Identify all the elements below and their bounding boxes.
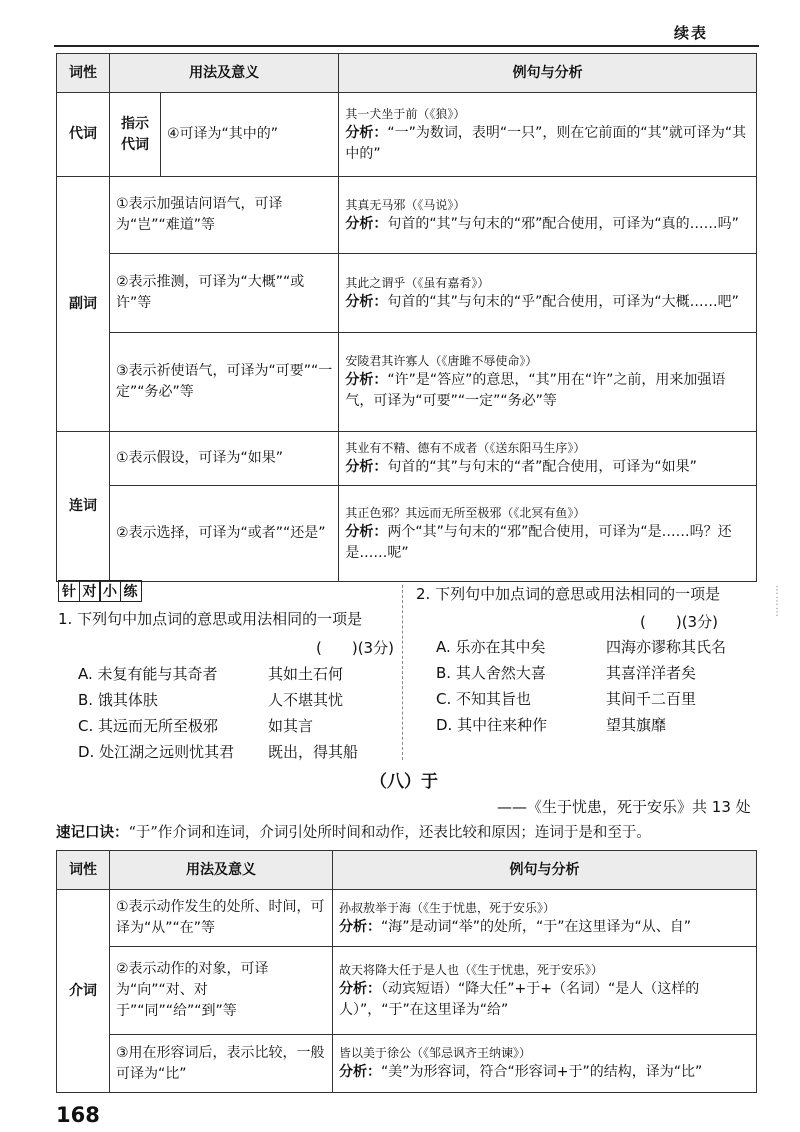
- question-1-option-d: D. 处江湖之远则忧其君 既出，得其船: [78, 743, 359, 761]
- header-usage: 用法及意义: [110, 54, 339, 93]
- example-sentence: 故天将降大任于是人也（《生于忧患，死于安乐》）: [339, 962, 604, 977]
- column-divider: [402, 585, 403, 760]
- analysis: 分析：“海”是动词“举”的处所，“于”在这里译为“从、自”: [339, 918, 692, 935]
- usage-table-yu: [56, 850, 757, 1093]
- example-sentence: 安陵君其许寡人（《唐雎不辱使命》）: [345, 354, 538, 368]
- usage-cell: ④可译为“其中的”: [161, 93, 339, 177]
- example-sentence: 孙叔敖举于海（《生于忧患，死于安乐》）: [339, 900, 556, 915]
- example-cell: [339, 333, 757, 432]
- table-header-row: [57, 54, 757, 93]
- question-1-option-a: A. 未复有能与其奇者 其如土石何: [78, 665, 344, 683]
- pos-pronoun: 代词: [57, 93, 110, 177]
- table-row: [57, 890, 757, 947]
- pos-adverb: 副词: [57, 177, 110, 432]
- usage-cell: ②表示推测，可译为“大概”“或许”等: [110, 254, 339, 333]
- usage-cell: ③用在形容词后，表示比较，一般可译为“比”: [110, 1035, 333, 1093]
- table-row: [57, 93, 757, 177]
- usage-cell: ②表示动作的对象，可译为“向”“对、对于”“同”“给”“到”等: [110, 947, 333, 1035]
- question-2-option-a: A. 乐亦在其中矣 四海亦谬称其氏名: [436, 638, 727, 656]
- question-1-option-b: B. 饿其体肤 人不堪其忧: [78, 691, 344, 709]
- table-header-row: [57, 851, 757, 890]
- example-cell: [339, 432, 757, 486]
- pos-conjunction: 连词: [57, 432, 110, 582]
- analysis: 分析：（动宾短语）“降大任”+于+（名词）“是人（这样的人）”，“于”在这里译为“给”: [339, 980, 700, 1018]
- usage-cell: ①表示加强诘问语气，可译为“岂”“难道”等: [110, 177, 339, 254]
- example-cell: [339, 177, 757, 254]
- analysis: 分析：两个“其”与句末的“邪”配合使用，可译为“是……吗？还是……呢”: [345, 523, 732, 561]
- example-sentence: 其此之谓乎（《虽有嘉肴》）: [345, 275, 490, 290]
- table-row: [57, 177, 757, 254]
- question-1-score: ( )(3分): [316, 639, 394, 657]
- example-cell: [333, 947, 757, 1035]
- table-row: [57, 947, 757, 1035]
- table-row: [57, 432, 757, 486]
- header-example: 例句与分析: [333, 851, 757, 890]
- analysis: 分析：“美”为形容词，符合“形容词+于”的结构，译为“比”: [339, 1064, 703, 1080]
- table-row: [57, 333, 757, 432]
- question-2-option-b: B. 其人舍然大喜 其喜洋洋者矣: [436, 664, 697, 682]
- example-sentence: 其业有不精、德有不成者（《送东阳马生序》）: [345, 441, 586, 455]
- question-1-title: 1. 下列句中加点词的意思或用法相同的一项是: [58, 610, 363, 628]
- header-pos: 词性: [57, 54, 110, 93]
- top-rule: [54, 45, 759, 47]
- analysis: 分析：句首的“其”与句末的“乎”配合使用，可译为“大概……吧”: [345, 293, 739, 310]
- question-2-option-d: D. 其中往来种作 望其旗靡: [436, 716, 667, 734]
- usage-cell: ②表示选择，可译为“或者”“还是”: [110, 486, 339, 582]
- section-source: ——《生于忧患，死于安乐》共 13 处: [497, 798, 751, 816]
- header-usage: 用法及意义: [110, 851, 333, 890]
- sub-demonstrative: 指示代词: [110, 93, 161, 177]
- table-row: [57, 486, 757, 582]
- example-cell: [333, 890, 757, 947]
- analysis: 分析：“一”为数词，表明“一只”，则在它前面的“其”就可译为“其中的”: [345, 124, 747, 162]
- usage-cell: ①表示动作发生的处所、时间，可译为“从”“在”等: [110, 890, 333, 947]
- question-1-option-c: C. 其远而无所至极邪 如其言: [78, 717, 314, 735]
- example-cell: [339, 93, 757, 177]
- continued-label: 续表: [674, 24, 709, 42]
- section-title: （八）于: [370, 772, 438, 792]
- example-cell: [339, 254, 757, 333]
- analysis: 分析：句首的“其”与句末的“邪”配合使用，可译为“真的……吗”: [345, 215, 739, 232]
- pos-preposition: 介词: [57, 890, 110, 1093]
- usage-table-qi: [56, 53, 757, 582]
- table-row: [57, 1035, 757, 1093]
- example-sentence: 皆以美于徐公（《邹忌讽齐王纳谏》）: [339, 1046, 532, 1060]
- analysis: 分析：句首的“其”与句末的“者”配合使用，可译为“如果”: [345, 459, 697, 475]
- question-2-title: 2. 下列句中加点词的意思或用法相同的一项是: [416, 585, 721, 603]
- usage-cell: ③表示祈使语气，可译为“可要”“一定”“务必”等: [110, 333, 339, 432]
- header-example: 例句与分析: [339, 54, 757, 93]
- edge-mark: ⋮ ⋮ ⋮: [772, 585, 782, 618]
- example-cell: [339, 486, 757, 582]
- usage-cell: ①表示假设，可译为“如果”: [110, 432, 339, 486]
- example-sentence: 其正色邪？其远而无所至极邪（《北冥有鱼》）: [345, 505, 586, 520]
- example-cell: [333, 1035, 757, 1093]
- example-sentence: 其一犬坐于前（《狼》）: [345, 106, 466, 121]
- question-2-option-c: C. 不知其旨也 其间千二百里: [436, 690, 697, 708]
- analysis: 分析：“许”是“答应”的意思，“其”用在“许”之前，用来加强语气，可译为“可要”“一定”“务必”等: [345, 372, 726, 409]
- page-number: 168: [56, 1103, 100, 1127]
- mnemonic: 速记口诀：“于”作介词和连词，介词引处所时间和动作，还表比较和原因；连词于是和至于。: [56, 825, 651, 841]
- example-sentence: 其真无马邪（《马说》）: [345, 197, 466, 212]
- practice-tag: 针 对 小 练: [58, 580, 140, 602]
- table-row: [57, 254, 757, 333]
- question-2-score: ( )(3分): [640, 613, 718, 631]
- header-pos: 词性: [57, 851, 110, 890]
